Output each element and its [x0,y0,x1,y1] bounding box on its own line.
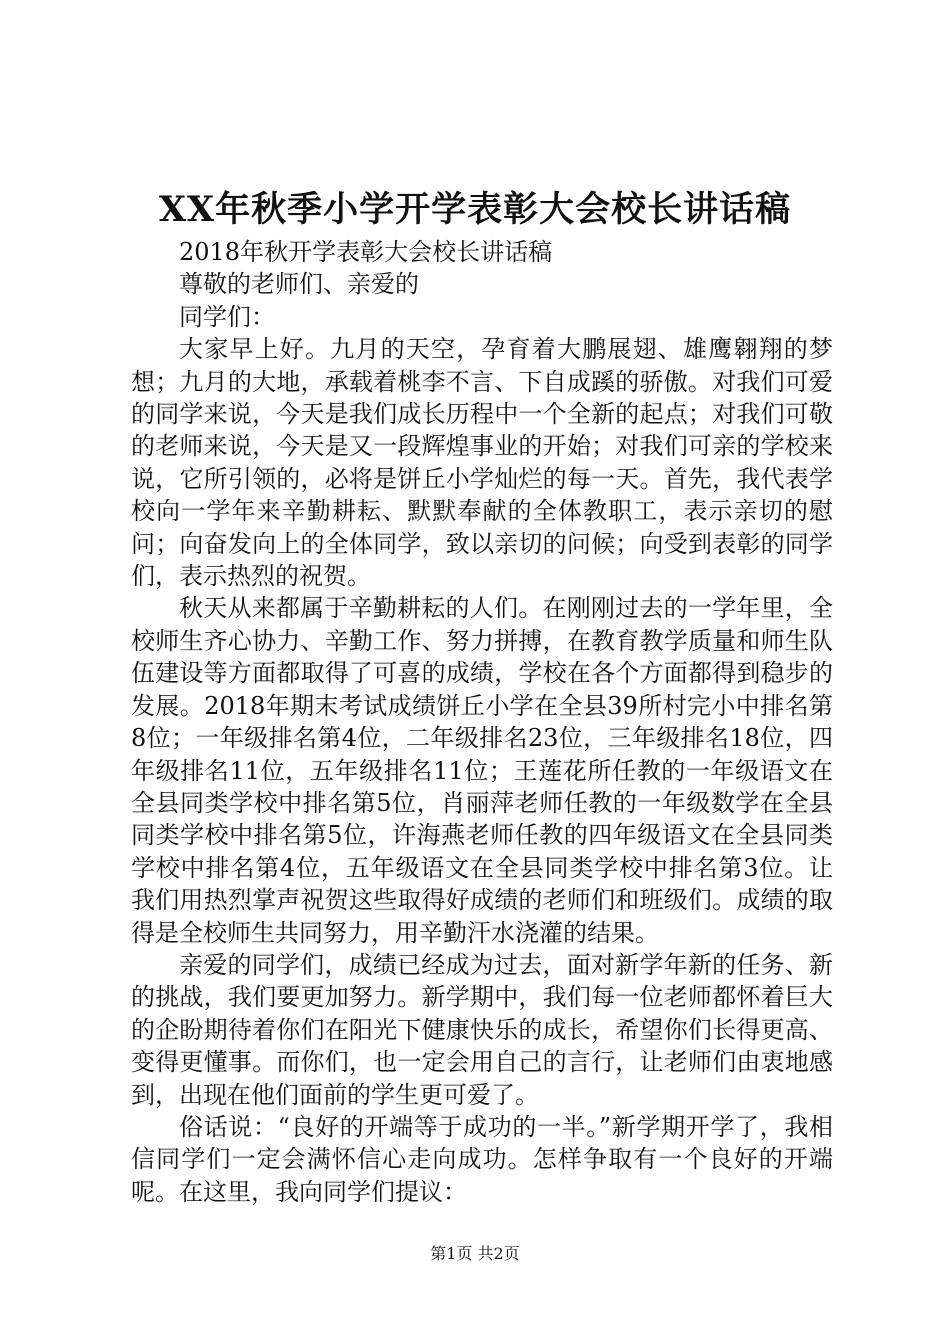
paragraph-proposal-intro: 俗话说：“良好的开端等于成功的一半。”新学期开学了，我相信同学们一定会满怀信心走向成功。怎样争取有一个良好的开端呢。在这里，我向同学们提议： [131,1112,833,1206]
document-body [131,236,833,1208]
salutation-line-1: 尊敬的老师们、亲爱的 [179,270,419,299]
paragraph-achievements: 秋天从来都属于辛勤耕耘的人们。在刚刚过去的一学年里，全校师生齐心协力、辛勤工作、努力拼搏，在教育教学质量和师生队伍建设等方面都取得了可喜的成绩，学校在各个方面都得到稳步的发展。2018年期末考试成绩饼丘小学在全县39所村完小中排名第8位；一年级排名第4位，二年级排名23位，三年级排名18位，四年级排名11位，五年级排名11位；王莲花所任教的一年级语文在全县同类学校中排名第5位，肖丽萍老师任教的一年级数学在全县同类学校中排名第5位，许海燕老师任教的四年级语文在全县同类学校中排名第4位，五年级语文在全县同类学校中排名第3位。让我们用热烈掌声祝贺这些取得好成绩的老师们和班级们。成绩的取得是全校师生共同努力，用辛勤汗水浇灌的结果。 [131,594,833,947]
paragraph-greeting: 大家早上好。九月的天空，孕育着大鹏展翅、雄鹰翱翔的梦想；九月的大地，承载着桃李不言、下自成蹊的骄傲。对我们可爱的同学来说，今天是我们成长历程中一个全新的起点；对我们可敬的老师来说，今天是又一段辉煌事业的开始；对我们可亲的学校来说，它所引领的，必将是饼丘小学灿烂的每一天。首先，我代表学校向一学年来辛勤耕耘、默默奉献的全体教职工，表示亲切的慰问；向奋发向上的全体同学，致以亲切的问候；向受到表彰的同学们，表示热烈的祝贺。 [131,335,833,591]
page-number-footer: 第1页 共2页 [430,1244,520,1263]
speech-subtitle: 2018年秋开学表彰大会校长讲话稿 [179,238,553,266]
salutation-line-2: 同学们： [179,302,275,331]
document-title: XX年秋季小学开学表彰大会校长讲话稿 [158,189,792,230]
paragraph-encouragement: 亲爱的同学们，成绩已经成为过去，面对新学年新的任务、新的挑战，我们要更加努力。新学期中，我们每一位老师都怀着巨大的企盼期待着你们在阳光下健康快乐的成长，希望你们长得更高、变得更懂事。而你们，也一定会用自己的言行，让老师们由衷地感到，出现在他们面前的学生更可爱了。 [131,950,833,1109]
